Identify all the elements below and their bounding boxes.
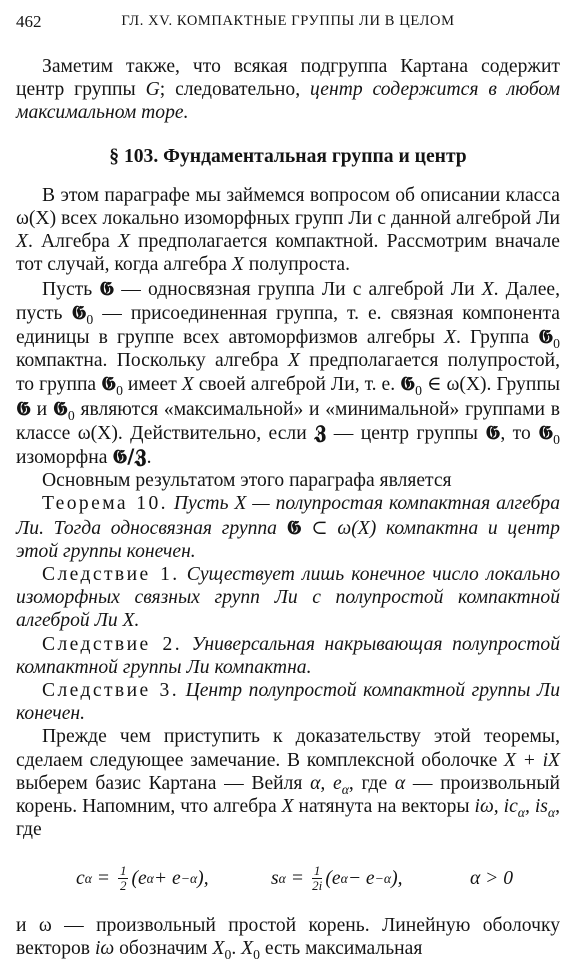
equals-sign: = [285,867,309,889]
math-frak-G0: 𝕲 [71,300,87,324]
text-run: и ω — произвольный простой корень. Линейную оболочку векторов [16,914,560,959]
theorem-text: Пусть X — полупростая компактная алгебра Ли. Тогда односвязная группа [16,493,560,539]
text-run: и [30,398,53,420]
corollary-text: Существует лишь конечное число локально изоморфных связных групп Ли с полупростой компактной алгеброй Ли X. [16,564,560,632]
text-run: обозначим [114,937,213,959]
fraction-denominator: 2i [312,878,323,893]
theorem-10 [16,492,560,563]
math-frak-G: 𝕲 [99,276,115,300]
subscript-zero: 0 [67,407,75,423]
formula-symbol: s [271,867,279,889]
math-X: X [281,796,294,818]
math-alpha: α [394,772,406,794]
text-run: предполагается компактной. Рассмотрим вначале тот случай, когда алгебра [16,231,560,276]
formula-symbol: ), [197,867,209,889]
math-frak-G-mod-Z: 𝕲/𝖅 [112,445,147,469]
fraction-one-over-2i [312,864,323,893]
text-run: ; следовательно, [159,79,310,101]
text-run: имеет [122,374,182,396]
math-G: G [145,79,160,101]
subscript-alpha: α [341,781,349,797]
math-frak-G0: 𝕲 [538,325,554,349]
formula-symbol: ), [391,867,403,889]
text-run: своей алгеброй Ли, т. е. [193,374,401,396]
subscript-zero: 0 [553,431,560,447]
section-heading: § 103. Фундаментальная группа и центр [109,145,467,167]
math-X: X [231,254,244,276]
text-run: изоморфна [16,447,113,469]
math-frak-G0: 𝕲 [538,420,554,444]
text-run: компактна. Поскольку алгебра [16,350,288,372]
math-vectors: iω, ic [474,796,518,818]
text-run: , где [348,772,395,794]
math-vectors: , is [524,796,548,818]
math-omega-X: ω(X) [16,208,57,230]
subscript-zero: 0 [253,946,260,962]
math-frak-G0: 𝕲 [400,372,416,396]
text-run: — произвольный корень. Напомним, что алгебра [16,772,561,818]
formula-s-alpha: s α = $\frac{1}{2i}$ (e α − e −α ), [271,863,403,893]
math-frak-G: 𝕲 [485,420,501,444]
corollary-label: Следствие 3. [42,680,180,702]
text-run: — односвязная группа Ли с алгеброй Ли [114,278,482,300]
text-run: полупроста. [243,254,350,276]
fraction-one-half [118,864,129,893]
math-basis: α, e [310,772,342,794]
text-run: — присоединенная группа, т. е. связная компонента единицы в группе всех автоморфизмов алгебры [16,302,560,349]
formula-condition: α > 0 [470,867,514,889]
theorem-text: ⊂ ω(X) компактна и центр этой группы конечен. [16,517,560,562]
math-complexification: X + iX [503,749,561,771]
text-run: Пусть [42,278,100,300]
text-run: . Далее, пусть [16,278,560,324]
subscript-zero: 0 [224,946,232,962]
subscript-alpha: α [547,805,556,820]
subscript-zero: 0 [86,311,94,327]
formula-symbol: (e [131,867,147,889]
paragraph-groups [16,277,560,470]
fraction-numerator: 1 [313,863,321,878]
page-body [16,55,560,960]
corollary-label: Следствие 2. [42,633,183,655]
text-run: , где [16,796,560,841]
text-run: являются «максимальной» и «минимальной» группами в классе ω(X). Действительно, если [16,398,560,444]
text-run: предполагается полупростой, то группа [16,350,560,396]
corollary-1 [16,563,560,633]
math-i-omega: iω [94,937,115,959]
corollary-label: Следствие 1. [42,564,180,586]
formula-symbol: + e [153,867,181,889]
corollary-text: Центр полупростой компактной группы Ли конечен. [16,680,560,725]
math-X0: X [241,937,254,959]
equals-sign: = [91,867,115,889]
italic-statement: центр содержится в любом максимальном торе. [16,79,560,124]
paragraph-linear-span [16,914,560,960]
text-run: . Группа [456,327,539,349]
math-frak-G0: 𝕲 [101,372,117,396]
text-run: В этом параграфе мы займемся вопросом об описании класса [42,184,560,206]
text-run: , то [500,422,539,444]
formula-symbol: c [76,867,85,889]
display-formula [16,856,560,902]
text-run: натянута на векторы [293,796,475,818]
math-X: X [444,327,456,349]
math-frak-G0: 𝕲 [52,396,68,420]
fraction-denominator: 2 [119,878,127,893]
paragraph-intro [16,184,560,277]
math-frak-Z: 𝖅 [314,420,327,444]
page-number: 462 [16,12,42,31]
subscript-zero: 0 [415,383,422,399]
paragraph-cartan-center [16,55,560,125]
subscript-zero: 0 [553,335,560,351]
subscript-alpha: α [517,805,525,820]
text-run: есть максимальная [259,937,423,959]
math-X0: X [212,937,225,959]
running-title: ГЛ. XV. КОМПАКТНЫЕ ГРУППЫ ЛИ В ЦЕЛОМ [121,13,455,29]
text-run: — центр группы [326,422,486,444]
text-run: . Алгебра [27,231,119,253]
formula-c-alpha: c α = $\frac{1}{2}$ (e α + e −α ), [76,863,209,893]
math-X: X [118,231,130,253]
theorem-label: Теорема 10. [42,493,168,515]
text-run: . [231,937,242,959]
paragraph-main-result: Основным результатом этого параграфа является [42,470,452,492]
corollary-2 [16,633,560,679]
math-frak-G: 𝕲 [286,515,302,539]
math-X: X [287,350,300,372]
text-run: . [146,447,152,469]
fraction-numerator: 1 [119,863,127,878]
text-run: выберем базис Картана — Вейля [16,772,311,794]
paragraph-cartan-weyl [16,725,560,841]
corollary-text: Универсальная накрывающая полупростой компактной группы Ли компактна. [16,633,560,678]
text-run: Прежде чем приступить к доказательству этой теоремы, сделаем следующее замечание. В комплексной оболочке [16,726,560,771]
formula-symbol: − e [347,867,375,889]
page-header [16,12,560,36]
text-run: Заметим также, что всякая подгруппа Картана содержит центр группы [16,56,560,101]
formula-symbol: (e [325,867,341,889]
subscript-zero: 0 [116,383,123,399]
math-frak-G: 𝕲 [16,396,31,420]
math-X: X [181,374,194,396]
corollary-3 [16,679,560,725]
text-run: всех локально изоморфных групп Ли с данной алгеброй Ли [56,208,560,230]
math-X: X [16,231,28,253]
math-X: X [481,278,494,300]
text-run: ∈ ω(X). Группы [421,374,560,396]
